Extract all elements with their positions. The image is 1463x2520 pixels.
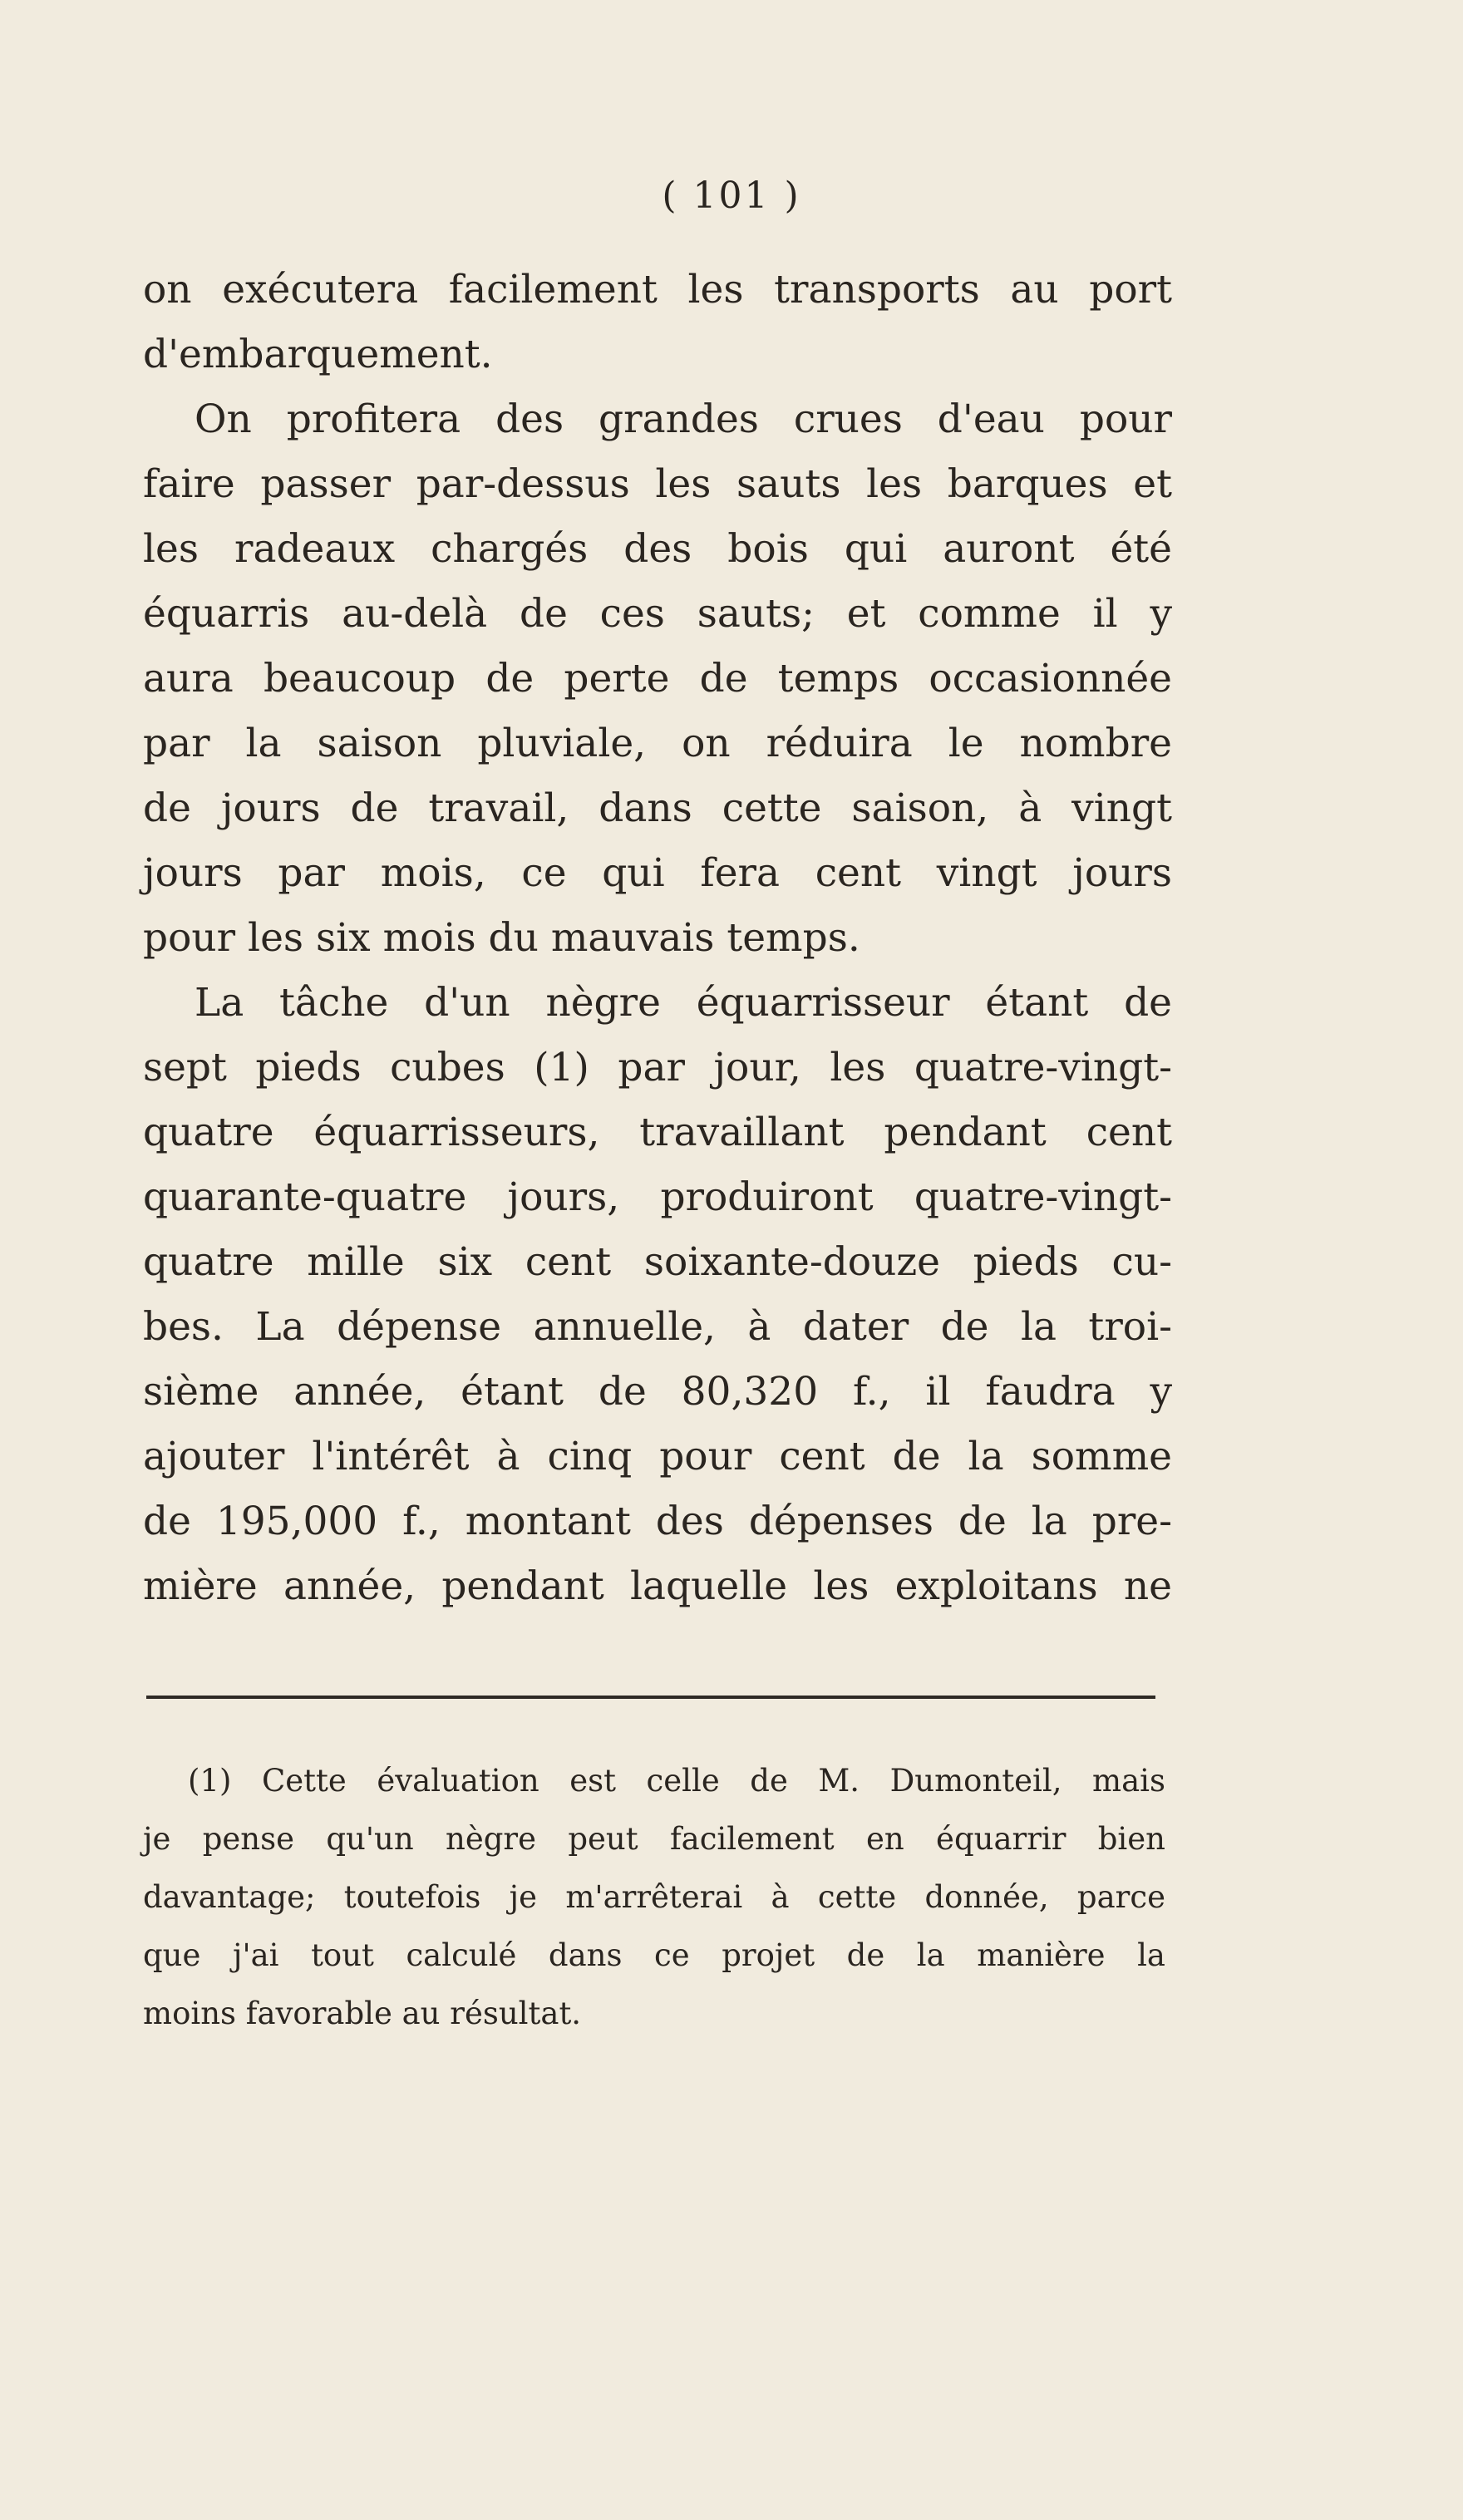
text-line: faire passer par-dessus les sauts les barques et [143,461,1172,507]
text-line: on exécutera facilement les transports au port [143,267,1172,313]
footnote-line: (1) Cette évaluation est celle de M. Dumonteil, mais [188,1763,1165,1799]
text-line: jours par mois, ce qui fera cent vingt jours [143,850,1172,896]
text-line: mière année, pendant laquelle les exploitans ne [143,1563,1172,1609]
footnote-line: moins favorable au résultat. [143,1996,582,2031]
text-line: La tâche d'un nègre équarrisseur étant de [195,980,1172,1026]
text-line: quatre équarrisseurs, travaillant pendant cent [143,1110,1172,1155]
footnote-line: que j'ai tout calculé dans ce projet de la manière la [143,1937,1165,1973]
page-number: ( 101 ) [662,175,801,217]
text-line: quarante-quatre jours, produiront quatre-vingt- [143,1174,1172,1220]
text-line: sième année, étant de 80,320 f., il faudra y [143,1369,1172,1415]
text-line: de 195,000 f., montant des dépenses de la pre- [143,1499,1172,1544]
text-line: pour les six mois du mauvais temps. [143,915,860,961]
text-line: de jours de travail, dans cette saison, à vingt [143,785,1172,831]
text-line: équarris au-delà de ces sauts; et comme il y [143,591,1172,637]
text-line: On profitera des grandes crues d'eau pour [195,396,1172,442]
footnote-divider [146,1696,1155,1699]
text-line: d'embarquement. [143,332,493,377]
footnote-line: davantage; toutefois je m'arrêterai à cette donnée, parce [143,1879,1165,1915]
text-line: sept pieds cubes (1) par jour, les quatre-vingt- [143,1045,1172,1090]
footnote [143,1752,1165,2043]
text-line: par la saison pluviale, on réduira le nombre [143,721,1172,766]
footnote-line: je pense qu'un nègre peut facilement en équarrir bien [143,1821,1165,1857]
text-line: ajouter l'intérêt à cinq pour cent de la somme [143,1434,1172,1479]
text-line: bes. La dépense annuelle, à dater de la troi- [143,1304,1172,1350]
main-text [143,258,1172,1619]
text-line: quatre mille six cent soixante-douze pieds cu- [143,1239,1172,1285]
text-line: aura beaucoup de perte de temps occasionnée [143,656,1172,701]
text-line: les radeaux chargés des bois qui auront été [143,526,1172,572]
